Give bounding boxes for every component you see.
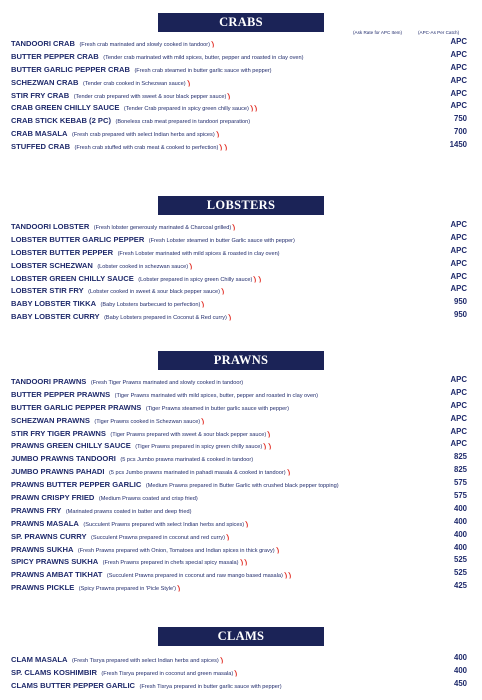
menu-item: [11, 477, 467, 490]
item-price: APC: [450, 37, 467, 46]
menu-item: [11, 580, 467, 593]
menu-item: [11, 652, 467, 665]
menu-item: [11, 554, 467, 567]
item-name: BUTTER PEPPER PRAWNS: [11, 389, 111, 399]
item-description: (Tiger Prawns cooked in Schezwan sauce): [94, 418, 201, 425]
item-name: SCHEZWAN CRAB: [11, 77, 79, 87]
menu-item: [11, 374, 467, 387]
chili-spicy-icon: ): [226, 533, 230, 541]
chili-spicy-icon: ): [186, 79, 191, 87]
item-name: BUTTER GARLIC PEPPER CRAB: [11, 64, 130, 74]
item-name: CRAB MASALA: [11, 129, 68, 139]
item-description: (Baby Lobsters prepared in Coconut & Red curry): [104, 315, 227, 322]
chili-spicy-icon: ): [227, 92, 232, 100]
chili-spicy-icon: ): [253, 275, 258, 283]
item-price: 525: [453, 555, 467, 565]
item-price: APC: [450, 88, 467, 98]
menu-item: [11, 283, 467, 296]
item-description: (Tiger Prawns prepared with sweet & sour black pepper sauce): [110, 431, 267, 438]
item-description: (Tender Crab prepared in spicy green chilly sauce): [123, 106, 249, 113]
menu-item: [11, 126, 467, 139]
item-description: (Marinated prawns coated in batter and deep fried): [65, 508, 192, 515]
item-description: (Medium Prawns coated and crisp fried): [98, 496, 198, 503]
item-price: 400: [453, 529, 467, 539]
menu-item: [11, 100, 467, 113]
item-name: BABY LOBSTER CURRY: [11, 312, 100, 322]
menu-item: [11, 490, 467, 503]
item-list: [11, 219, 467, 322]
chili-spicy-icon: ): [254, 105, 259, 113]
item-description: (Fresh Tisrya prepared in butter garlic sauce with pepper): [139, 683, 282, 690]
menu-item: [11, 296, 467, 309]
item-name: BUTTER PEPPER CRAB: [11, 51, 99, 61]
item-description: (Lobster cooked in sweet & sour black pepper sauce): [88, 289, 221, 296]
item-description: (Fresh Prawns prepared in chefs special spicy masala): [102, 560, 239, 567]
item-description: (Tiger Prawns marinated with mild spices, butter, pepper and roasted in clay oven): [114, 392, 319, 399]
item-description: (Tiger Prawns steamed in butter garlic sauce with pepper): [145, 405, 289, 412]
item-price: 825: [453, 452, 467, 462]
menu-item: [11, 567, 467, 580]
item-description: (Fresh lobster generously marinated & Charcoal grilled): [93, 225, 232, 231]
chili-spicy-icon: ): [221, 288, 225, 296]
menu-item: [11, 464, 467, 477]
item-name: TANDOORI LOBSTER: [11, 222, 90, 231]
item-description: (Fresh crab steamed in butter garlic sauce with pepper): [134, 67, 272, 74]
chili-spicy-icon: ): [201, 301, 206, 309]
menu-item: [11, 49, 467, 62]
item-description: (Lobster cooked in schezwan sauce): [97, 263, 189, 270]
item-name: PRAWNS FRY: [11, 505, 62, 515]
item-description: (Lobster prepared in spicy green Chilly sauce): [138, 276, 253, 283]
item-name: LOBSTER GREEN CHILLY SAUCE: [11, 273, 134, 283]
chili-spicy-icon: ): [263, 443, 268, 451]
chili-spicy-icon: ): [283, 572, 288, 580]
item-description: (Fresh crab stuffed with crab meat & cooked to perfection): [74, 145, 219, 152]
item-price: 425: [453, 581, 467, 591]
item-description: (Fresh Lobster steamed in butter Garlic sauce with pepper): [148, 237, 295, 244]
menu-item: [11, 678, 467, 691]
menu-item: [11, 542, 467, 555]
chili-spicy-icon: ): [239, 559, 244, 567]
item-description: (Boneless crab meat prepared in tandoori preparation): [115, 119, 251, 126]
item-name: JUMBO PRAWNS PAHADI: [11, 467, 105, 477]
item-description: (Fresh crab marinated and slowly cooked in tandoor): [79, 42, 211, 48]
chili-spicy-icon: ): [234, 669, 239, 678]
item-price: APC: [450, 75, 467, 85]
item-description: (Fresh crab prepared with select Indian herbs and spices): [71, 132, 215, 139]
item-price: APC: [450, 426, 467, 436]
item-name: BUTTER GARLIC PEPPER PRAWNS: [11, 402, 142, 412]
item-name: SP. PRAWNS CURRY: [11, 531, 87, 541]
menu-item: [11, 451, 467, 464]
chili-spicy-icon: ): [257, 275, 262, 283]
menu-item: [11, 271, 467, 284]
item-name: SCHEZWAN PRAWNS: [11, 415, 90, 425]
menu-item: [11, 309, 467, 322]
menu-item: [11, 529, 467, 542]
item-description: (Fresh Lobster marinated with mild spices & roasted in clay oven): [117, 250, 280, 257]
item-price: APC: [450, 284, 467, 294]
item-name: PRAWNS SUKHA: [11, 544, 74, 554]
menu-item: [11, 387, 467, 400]
chili-spicy-icon: ): [232, 223, 237, 232]
item-price: 950: [453, 310, 467, 320]
item-description: (Tender crab marinated with mild spices, butter, pepper and roasted in clay oven): [103, 54, 304, 61]
item-price: APC: [450, 387, 467, 397]
item-price: 450: [453, 678, 467, 688]
item-price: APC: [450, 375, 467, 384]
item-name: PRAWNS BUTTER PEPPER GARLIC: [11, 480, 142, 490]
menu-item: [11, 75, 467, 88]
item-name: PRAWN CRISPY FRIED: [11, 493, 95, 503]
item-name: SP. CLAMS KOSHIMBIR: [11, 667, 97, 677]
item-name: LOBSTER BUTTER GARLIC PEPPER: [11, 234, 145, 244]
item-price: APC: [450, 258, 467, 268]
item-price: APC: [450, 413, 467, 423]
menu-item: [11, 232, 467, 245]
section-title: LOBSTERS: [158, 196, 324, 215]
item-name: TANDOORI CRAB: [11, 39, 75, 48]
menu-item: [11, 219, 467, 232]
chili-spicy-icon: ): [177, 585, 181, 593]
chili-spicy-icon: ): [201, 417, 206, 425]
item-description: (Tiger Prawns prepared in spicy green chilly sauce): [135, 444, 263, 451]
item-name: LOBSTER BUTTER PEPPER: [11, 247, 114, 257]
apc-rate-note: (Ask Rate for APC Item): [353, 30, 403, 35]
item-name: PRAWNS PICKLE: [11, 583, 75, 593]
item-description: (Fresh Prawns prepared with Onion, Tomatoes and Indian spices in thick gravy): [77, 547, 275, 554]
item-name: LOBSTER SCHEZWAN: [11, 260, 93, 270]
menu-item: [11, 36, 467, 49]
chili-spicy-icon: ): [288, 572, 293, 580]
item-name: TANDOORI PRAWNS: [11, 377, 87, 386]
item-price: APC: [450, 62, 467, 72]
item-price: 825: [453, 465, 467, 475]
item-price: 400: [453, 542, 467, 552]
menu-item: [11, 113, 467, 126]
item-price: 400: [453, 653, 467, 662]
menu-item: [11, 516, 467, 529]
section-title: CRABS: [158, 13, 324, 32]
item-price: APC: [450, 245, 467, 255]
item-name: JUMBO PRAWNS TANDOORI: [11, 454, 116, 464]
item-price: APC: [450, 439, 467, 449]
section-title: PRAWNS: [158, 351, 324, 370]
item-description: (Medium Prawns prepared in Butter Garlic with crushed black pepper topping): [145, 483, 339, 490]
item-price: 950: [453, 297, 467, 307]
menu-item: [11, 245, 467, 258]
item-description: (Fresh Tisrya prepared in coconut and green masala): [101, 670, 234, 677]
chili-spicy-icon: ): [227, 314, 232, 322]
item-price: 700: [453, 127, 467, 137]
item-price: 575: [453, 478, 467, 488]
chili-spicy-icon: ): [211, 40, 215, 49]
section-title: CLAMS: [158, 627, 324, 646]
item-price: APC: [450, 232, 467, 242]
item-price: 575: [453, 491, 467, 501]
item-name: PRAWNS GREEN CHILLY SAUCE: [11, 441, 131, 451]
menu-item: [11, 413, 467, 426]
menu-item: [11, 438, 467, 451]
item-name: LOBSTER STIR FRY: [11, 286, 84, 296]
chili-spicy-icon: ): [243, 559, 248, 567]
item-name: STIR FRY TIGER PRAWNS: [11, 428, 106, 438]
item-description: (Spicy Prawns prepared in 'Picle Style'): [78, 586, 177, 593]
item-name: PRAWNS AMBAT TIKHAT: [11, 570, 103, 580]
chili-spicy-icon: ): [267, 443, 272, 451]
apc-catch-note: (APC-As Per Catch): [418, 30, 460, 35]
item-description: (Tender crab prepared with sweet & sour black pepper sauce): [73, 93, 227, 100]
chili-spicy-icon: ): [215, 131, 220, 139]
chili-spicy-icon: ): [189, 262, 193, 270]
item-price: 750: [453, 114, 467, 124]
item-description: (Tender crab cooked in Schezwan sauce): [82, 80, 186, 87]
item-price: 1450: [449, 140, 467, 150]
item-description: (Succulent Prawns prepared in coconut and red curry): [90, 534, 225, 541]
item-description: (Fresh Tisrya prepared with select Indian herbs and spices): [71, 658, 219, 664]
item-price: 400: [453, 503, 467, 513]
item-name: STIR FRY CRAB: [11, 90, 70, 100]
item-description: (5 pcs Jumbo prawns marinated in pahadi masala & cooked in tandoor): [108, 470, 286, 477]
item-list: [11, 36, 467, 152]
item-description: (Fresh Tiger Prawns marinated and slowly cooked in tandoor): [90, 380, 244, 386]
item-price: 400: [453, 665, 467, 675]
item-name: BABY LOBSTER TIKKA: [11, 299, 97, 309]
item-price: APC: [450, 49, 467, 59]
chili-spicy-icon: ): [245, 520, 249, 528]
chili-spicy-icon: ): [267, 430, 272, 438]
item-price: 400: [453, 516, 467, 526]
chili-spicy-icon: ): [286, 469, 291, 477]
item-description: (5 pcs Jumbo prawns marinated & cooked in tandoor): [120, 457, 254, 464]
chili-spicy-icon: ): [219, 143, 224, 152]
item-name: PRAWNS MASALA: [11, 518, 79, 528]
chili-spicy-icon: ): [223, 143, 228, 152]
menu-item: [11, 426, 467, 439]
item-name: CLAM MASALA: [11, 655, 68, 664]
item-list: [11, 652, 467, 691]
item-description: (Baby Lobsters barbecued to perfection): [100, 302, 201, 309]
chili-spicy-icon: ): [275, 546, 280, 554]
item-name: STUFFED CRAB: [11, 142, 71, 152]
item-name: CRAB STICK KEBAB (2 PC): [11, 116, 111, 126]
item-name: CRAB GREEN CHILLY SAUCE: [11, 103, 120, 113]
menu-item: [11, 258, 467, 271]
chili-spicy-icon: ): [249, 105, 254, 113]
item-name: CLAMS BUTTER PEPPER GARLIC: [11, 680, 136, 690]
item-price: APC: [450, 220, 467, 229]
menu-item: [11, 139, 467, 152]
chili-spicy-icon: ): [219, 656, 224, 665]
item-price: 525: [453, 568, 467, 578]
item-price: APC: [450, 271, 467, 281]
menu-item: [11, 665, 467, 678]
item-description: (Succulent Prawns prepared with select Indian herbs and spices): [83, 521, 245, 528]
menu-item: [11, 400, 467, 413]
menu-item: [11, 88, 467, 101]
item-list: [11, 374, 467, 593]
item-description: (Succulent Prawns prepared in coconut and raw mango based masala): [106, 573, 283, 580]
item-price: APC: [450, 101, 467, 111]
item-price: APC: [450, 400, 467, 410]
item-name: SPICY PRAWNS SUKHA: [11, 557, 99, 567]
